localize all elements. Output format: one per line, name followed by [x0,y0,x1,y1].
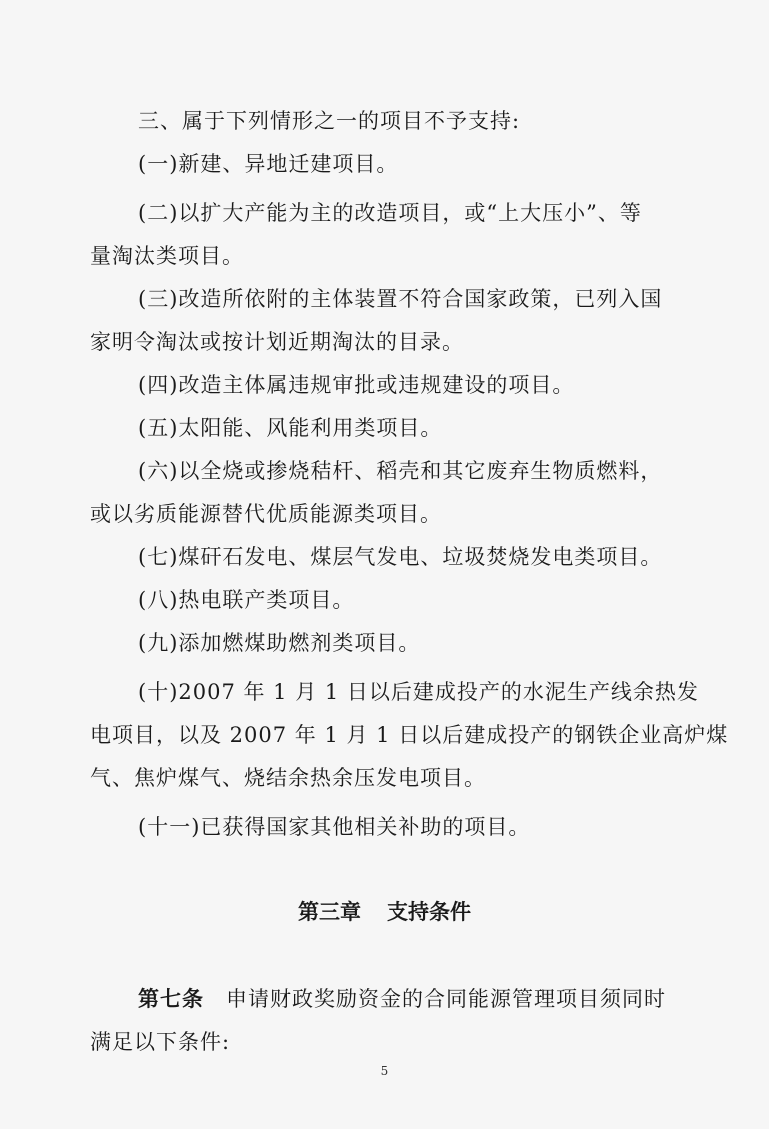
item-7: (七)煤矸石发电、煤层气发电、垃圾焚烧发电类项目。 [138,545,663,569]
item-5: (五)太阳能、风能利用类项目。 [138,416,443,440]
article-label: 第七条 [138,987,204,1011]
item-8: (八)热电联产类项目。 [138,588,355,612]
item-10-line-2: 电项目，以及 2007 年 1 月 1 日以后建成投产的钢铁企业高炉煤 [90,723,729,747]
bleed-through-texture [600,118,616,137]
chapter-number: 第三章 [298,900,361,924]
section-heading: 三、属于下列情形之一的项目不予支持: [138,109,521,133]
item-2-line-2: 量淘汰类项目。 [90,244,244,268]
item-10-line-1: (十)2007 年 1 月 1 日以后建成投产的水泥生产线余热发 [138,680,699,704]
item-3-line-2: 家明令淘汰或按计划近期淘汰的目录。 [90,330,464,354]
article-7-line-2: 满足以下条件: [90,1030,231,1054]
item-2-line-1: (二)以扩大产能为主的改造项目，或“上大压小”、等 [138,201,642,225]
chapter-heading [0,896,769,926]
chapter-title: 支持条件 [387,900,471,924]
item-1: (一)新建、异地迁建项目。 [138,152,399,176]
item-6-line-1: (六)以全烧或掺烧秸杆、稻壳和其它废弃生物质燃料， [138,459,663,483]
item-11: (十一)已获得国家其他相关补助的项目。 [138,815,531,839]
article-7-line-1 [138,985,666,1013]
item-10-line-3: 气、焦炉煤气、烧结余热余压发电项目。 [90,766,486,790]
item-6-line-2: 或以劣质能源替代优质能源类项目。 [90,502,442,526]
article-text: 申请财政奖励资金的合同能源管理项目须同时 [226,987,666,1011]
item-4: (四)改造主体属违规审批或违规建设的项目。 [138,373,575,397]
page-number: 5 [380,1064,389,1078]
item-3-line-1: (三)改造所依附的主体装置不符合国家政策，已列入国 [138,287,663,311]
item-9: (九)添加燃煤助燃剂类项目。 [138,631,421,655]
